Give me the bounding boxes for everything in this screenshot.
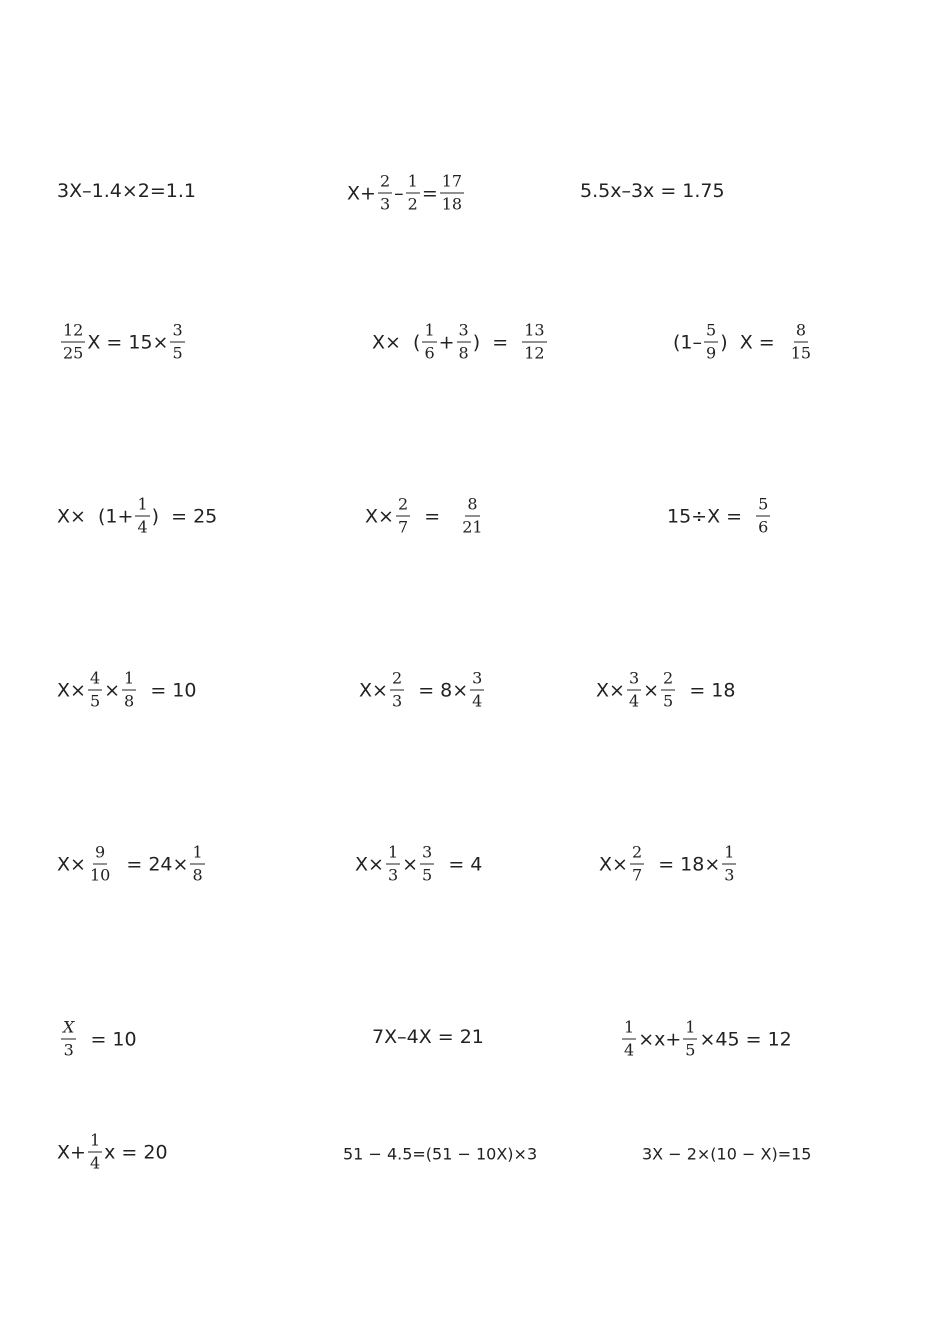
fraction: [522, 320, 546, 363]
fraction: [88, 1130, 102, 1173]
equation-text: = 18×: [646, 853, 721, 875]
fraction-denominator: 8: [124, 691, 135, 711]
equation-text: ×45 = 12: [699, 1028, 792, 1050]
fraction-denominator: 3: [63, 1040, 74, 1060]
fraction: [422, 320, 436, 363]
equation-text: =: [421, 182, 438, 204]
fraction-denominator: 10: [89, 865, 111, 885]
fraction: [630, 842, 644, 885]
equation-text: x = 20: [104, 1141, 168, 1163]
equation-r4c2: [359, 668, 486, 711]
fraction: [440, 171, 464, 214]
fraction: [390, 668, 404, 711]
fraction-numerator: 2: [396, 497, 410, 517]
fraction-numerator: 13: [522, 323, 546, 343]
fraction-numerator: 5: [704, 323, 718, 343]
fraction-denominator: 6: [424, 343, 435, 363]
fraction-denominator: 3: [391, 691, 403, 711]
fraction: [170, 320, 184, 363]
equation-r2c2: [372, 320, 549, 363]
fraction-denominator: 2: [407, 194, 418, 214]
fraction-denominator: 7: [397, 517, 409, 537]
fraction-numerator: 1: [622, 1020, 636, 1040]
equation-text: = 4: [436, 853, 483, 875]
fraction: [386, 842, 400, 885]
equation-r3c3: [667, 494, 772, 537]
equation-r7c1: [57, 1130, 168, 1173]
equation-text: = 24×: [114, 853, 189, 875]
equation-text: ×: [402, 853, 419, 875]
fraction-numerator: 3: [457, 323, 471, 343]
fraction-denominator: 6: [758, 517, 769, 537]
fraction-numerator: 17: [440, 174, 464, 194]
fraction-numerator: 1: [386, 845, 400, 865]
equation-text: ×: [104, 679, 121, 701]
fraction-denominator: 4: [472, 691, 483, 711]
fraction-denominator: 5: [663, 691, 674, 711]
fraction-denominator: 8: [192, 865, 203, 885]
fraction-numerator: 2: [630, 845, 644, 865]
equation-r3c1: [57, 494, 218, 537]
fraction-denominator: 4: [628, 691, 640, 711]
fraction: [396, 494, 410, 537]
equation-text: =: [412, 505, 459, 527]
fraction: [420, 842, 434, 885]
equation-r2c1: [59, 320, 187, 363]
fraction-denominator: 5: [172, 343, 183, 363]
equation-text: = 10: [78, 1028, 137, 1050]
fraction: [622, 1017, 636, 1060]
fraction-numerator: 12: [61, 323, 85, 343]
fraction-denominator: 5: [422, 865, 433, 885]
equation-r4c3: [596, 668, 736, 711]
equation-text: 3X − 2×(10 − X)=15: [642, 1144, 812, 1164]
fraction-numerator: 1: [422, 323, 436, 343]
fraction-numerator: 8: [794, 323, 808, 343]
fraction: [460, 494, 484, 537]
equation-text: X+: [347, 182, 376, 204]
equation-text: 5.5x–3x = 1.75: [580, 180, 725, 202]
fraction-denominator: 7: [631, 865, 643, 885]
fraction: [683, 1017, 697, 1060]
fraction-numerator: 8: [465, 497, 479, 517]
fraction: [378, 171, 392, 214]
equation-text: X× (: [372, 331, 421, 353]
fraction: [135, 494, 149, 537]
fraction-numerator: 9: [93, 845, 107, 865]
equation-text: 7X–4X = 21: [372, 1026, 484, 1048]
equation-text: 15÷X =: [667, 505, 755, 527]
fraction-numerator: 1: [135, 497, 149, 517]
equation-r3c2: [365, 494, 487, 537]
fraction-numerator: 5: [756, 497, 770, 517]
equation-r6c3: [620, 1017, 792, 1060]
fraction: [457, 320, 471, 363]
equation-text: X×: [596, 679, 625, 701]
equation-r5c2: [355, 842, 483, 885]
fraction-denominator: 9: [706, 343, 717, 363]
fraction-numerator: 4: [88, 671, 102, 691]
fraction-numerator: 3: [627, 671, 641, 691]
fraction: [88, 668, 102, 711]
fraction-numerator: 2: [390, 671, 404, 691]
equation-text: = 8×: [406, 679, 469, 701]
equation-text: ) =: [472, 331, 521, 353]
fraction-denominator: 15: [790, 343, 812, 363]
equation-text: X×: [359, 679, 388, 701]
fraction-denominator: 4: [89, 1153, 101, 1173]
fraction-denominator: 4: [137, 517, 148, 537]
equation-text: 51 − 4.5=(51 − 10X)×3: [343, 1144, 538, 1164]
fraction-numerator: 3: [470, 671, 484, 691]
fraction-numerator: 1: [88, 1133, 102, 1153]
fraction: [122, 668, 136, 711]
fraction-numerator: 1: [722, 845, 736, 865]
equation-text: X+: [57, 1141, 86, 1163]
fraction-numerator: 2: [661, 671, 675, 691]
fraction-denominator: 5: [685, 1040, 696, 1060]
equation-text: X×: [365, 505, 394, 527]
fraction-numerator: 1: [190, 845, 204, 865]
equation-text: X×: [355, 853, 384, 875]
fraction: [722, 842, 736, 885]
equation-text: 3X–1.4×2=1.1: [57, 180, 196, 202]
equation-text: ×: [643, 679, 660, 701]
equation-text: = 10: [138, 679, 197, 701]
fraction: [61, 320, 85, 363]
fraction-denominator: 8: [458, 343, 469, 363]
fraction: [661, 668, 675, 711]
fraction-numerator: X: [61, 1020, 76, 1040]
equation-r7c3: [642, 1145, 811, 1164]
equation-text: X = 15×: [87, 331, 169, 353]
equation-text: ×x+: [638, 1028, 682, 1050]
fraction-denominator: 4: [624, 1040, 635, 1060]
equation-text: ) X =: [720, 331, 787, 353]
fraction-numerator: 1: [122, 671, 136, 691]
equation-r5c1: [57, 842, 207, 885]
fraction: [88, 842, 112, 885]
fraction-denominator: 5: [89, 691, 101, 711]
fraction-numerator: 3: [420, 845, 434, 865]
fraction: [704, 320, 718, 363]
fraction-numerator: 2: [378, 174, 392, 194]
fraction: [789, 320, 813, 363]
fraction-numerator: 3: [170, 323, 184, 343]
equation-r1c2: [347, 171, 466, 214]
equation-r1c3: [580, 180, 725, 202]
fraction-denominator: 21: [462, 517, 483, 537]
equation-r5c3: [599, 842, 738, 885]
equation-r1c1: [57, 180, 196, 202]
fraction: [470, 668, 484, 711]
equation-text: (1–: [673, 331, 703, 353]
fraction-numerator: 1: [406, 174, 420, 194]
fraction: [406, 171, 420, 214]
equation-text: ) = 25: [151, 505, 218, 527]
fraction-denominator: 3: [379, 194, 391, 214]
equation-text: X×: [57, 853, 86, 875]
equation-r7c2: [343, 1145, 537, 1164]
equation-r6c1: [59, 1017, 137, 1060]
equation-r4c1: [57, 668, 197, 711]
equation-text: –: [394, 182, 404, 204]
fraction-numerator: 1: [683, 1020, 697, 1040]
equation-r2c3: [673, 320, 815, 363]
equation-text: X× (1+: [57, 505, 134, 527]
fraction-denominator: 18: [441, 194, 463, 214]
fraction-denominator: 3: [724, 865, 735, 885]
fraction-denominator: 25: [63, 343, 84, 363]
equation-text: = 18: [677, 679, 736, 701]
equation-text: X×: [57, 679, 86, 701]
fraction: [627, 668, 641, 711]
fraction: [61, 1017, 76, 1060]
fraction-denominator: 3: [387, 865, 399, 885]
fraction: [190, 842, 204, 885]
equation-text: X×: [599, 853, 628, 875]
equation-text: +: [438, 331, 455, 353]
equation-r6c2: [372, 1026, 484, 1048]
fraction: [756, 494, 770, 537]
fraction-denominator: 12: [524, 343, 545, 363]
